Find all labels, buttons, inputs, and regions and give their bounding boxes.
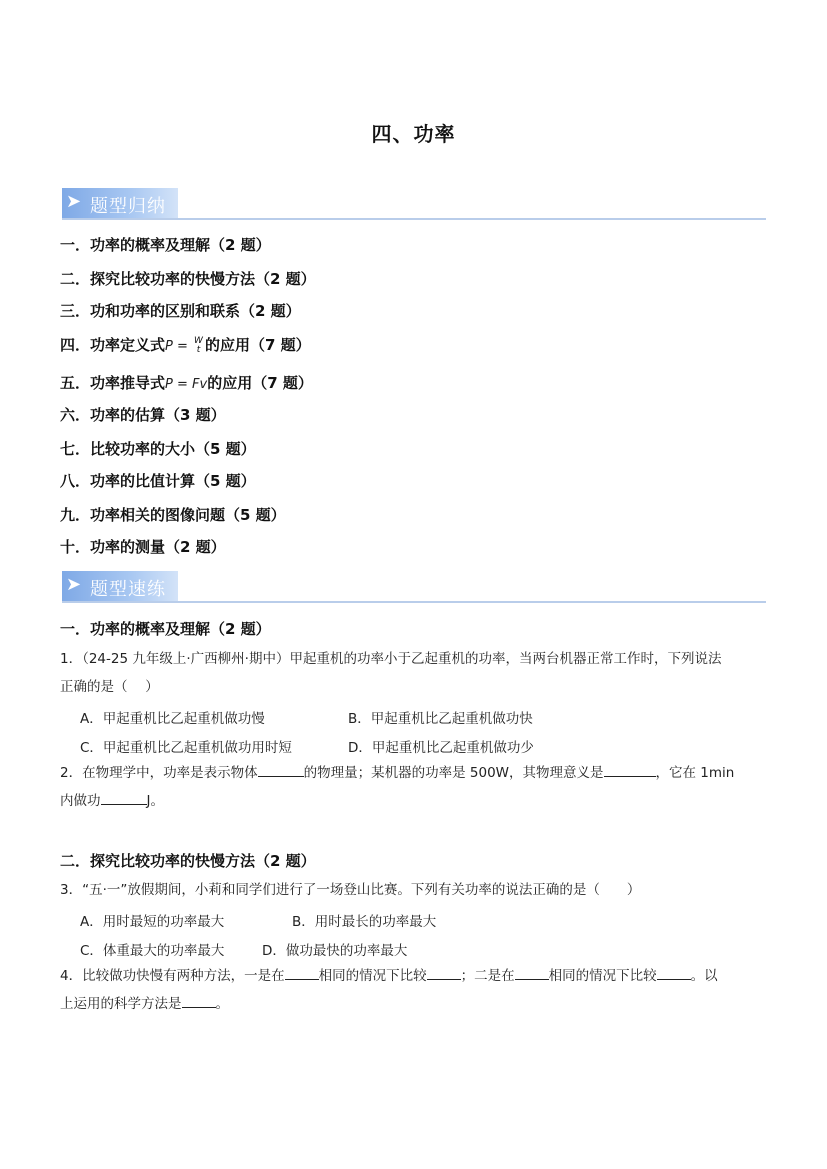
arrow-icon: ➤ bbox=[66, 191, 82, 212]
option-c[interactable]: C．体重最大的功率最大 bbox=[80, 943, 225, 959]
banner-label: 题型速练 bbox=[90, 579, 166, 600]
answer-blank[interactable] bbox=[515, 965, 549, 980]
toc-item[interactable]: 四．功率定义式P = W t 的应用（7 题） bbox=[60, 335, 311, 355]
section-heading: 一．功率的概率及理解（2 题） bbox=[60, 620, 271, 638]
option-d[interactable]: D．做功最快的功率最大 bbox=[262, 943, 408, 959]
banner-underline bbox=[62, 218, 766, 220]
banner-underline bbox=[62, 601, 766, 603]
answer-blank[interactable] bbox=[427, 965, 461, 980]
page-title: 四、功率 bbox=[371, 122, 456, 146]
option-a[interactable]: A．用时最短的功率最大 bbox=[80, 914, 225, 930]
answer-blank[interactable] bbox=[258, 762, 304, 777]
question-3: 3．“五·一”放假期间，小莉和同学们进行了一场登山比赛。下列有关功率的说法正确的是（ ） bbox=[60, 882, 641, 898]
toc-item[interactable]: 一．功率的概率及理解（2 题） bbox=[60, 236, 271, 254]
answer-blank[interactable] bbox=[182, 993, 216, 1008]
answer-blank[interactable] bbox=[101, 790, 147, 805]
section-banner-practice bbox=[62, 571, 766, 605]
banner-box bbox=[62, 571, 178, 601]
answer-blank[interactable] bbox=[604, 762, 656, 777]
section-heading: 二．探究比较功率的快慢方法（2 题） bbox=[60, 852, 316, 870]
option-b[interactable]: B．用时最长的功率最大 bbox=[292, 914, 437, 930]
toc-item[interactable]: 五．功率推导式P = Fv的应用（7 题） bbox=[60, 374, 313, 392]
question-4: 4．比较做功快慢有两种方法，一是在 相同的情况下比较 ；二是在 相同的情况下比较 。以 上运用的科学方法是 。 bbox=[60, 962, 768, 1018]
toc-item[interactable]: 三．功和功率的区别和联系（2 题） bbox=[60, 302, 301, 320]
fraction-w-over-t: W t bbox=[194, 335, 203, 355]
formula: P = bbox=[165, 339, 193, 354]
question-text: 正确的是（ ） bbox=[60, 679, 159, 695]
answer-blank[interactable] bbox=[657, 965, 691, 980]
toc-item[interactable]: 六．功率的估算（3 题） bbox=[60, 406, 226, 424]
question-1 bbox=[60, 645, 768, 701]
toc-item[interactable]: 七．比较功率的大小（5 题） bbox=[60, 440, 256, 458]
option-c[interactable]: C．甲起重机比乙起重机做功用时短 bbox=[80, 740, 292, 756]
option-d[interactable]: D．甲起重机比乙起重机做功少 bbox=[348, 740, 534, 756]
option-b[interactable]: B．甲起重机比乙起重机做功快 bbox=[348, 711, 533, 727]
banner-label: 题型归纳 bbox=[90, 196, 166, 217]
arrow-icon: ➤ bbox=[66, 574, 82, 595]
answer-blank[interactable] bbox=[285, 965, 319, 980]
toc-item[interactable]: 二．探究比较功率的快慢方法（2 题） bbox=[60, 270, 316, 288]
formula: P = Fv bbox=[165, 377, 208, 392]
section-banner-summary bbox=[62, 188, 766, 222]
question-2: 2．在物理学中，功率是表示物体 的物理量；某机器的功率是 500W，其物理意义是 ，它在 1min 内做功 J。 bbox=[60, 759, 768, 815]
option-a[interactable]: A．甲起重机比乙起重机做功慢 bbox=[80, 711, 265, 727]
toc-item[interactable]: 十．功率的测量（2 题） bbox=[60, 538, 226, 556]
banner-box bbox=[62, 188, 178, 218]
toc-item[interactable]: 八．功率的比值计算（5 题） bbox=[60, 472, 256, 490]
question-text: 1．（24-25 九年级上·广西柳州·期中）甲起重机的功率小于乙起重机的功率，当两台机器正常工作时，下列说法 bbox=[60, 651, 722, 667]
toc-item[interactable]: 九．功率相关的图像问题（5 题） bbox=[60, 506, 286, 524]
